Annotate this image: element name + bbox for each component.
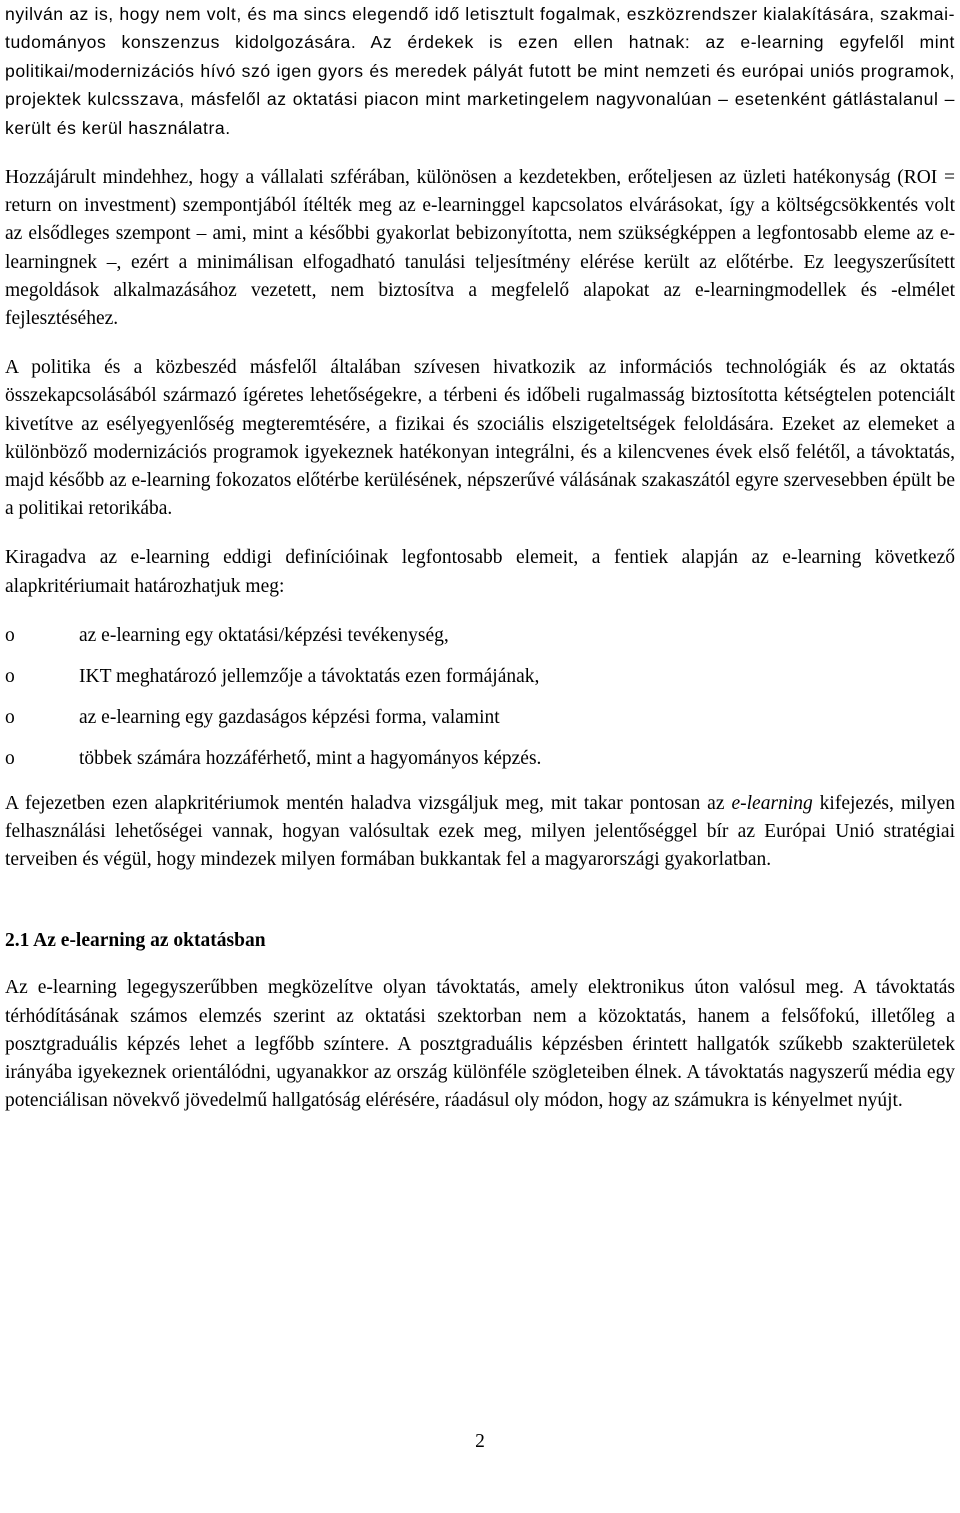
list-item-text: IKT meghatározó jellemzője a távoktatás ezen formájának,: [79, 665, 540, 687]
paragraph-elearning-education: Az e-learning legegyszerűbben megközelítve olyan távoktatás, amely elektronikus úton valósul meg. A távoktatás térhódításának számos elemzés szerint az oktatási szektorban nem a közoktatás, hanem a felsőfokú, illetőleg a posztgraduális képzés lehet a legfőbb színtere. A posztgraduális képzésben érintett hallgatók szűkebb szakterületek irányába igyekeznek orientálódni, ugyanakkor az ország különféle szögleteiben élnek. A távoktatás nagyszerű média egy potenciálisan növekvő jövedelmű hallgatóság elérésére, ráadásul oly módon, hogy az számukra is kényelmet nyújt.: [5, 977, 955, 1112]
section-heading: 2.1 Az e-learning az oktatásban: [5, 930, 266, 952]
paragraph-chapter-overview-end: kifejezés, milyen felhasználási lehetőségei vannak, hogyan valósultak ezek meg, milyen jelentőséggel bír az Európai Unió stratégiai terveiben és végül, hogy mindezek milyen formában bukkantak fel a magyarországi gyakorlatban.: [5, 792, 955, 871]
paragraph-chapter-overview: [5, 790, 955, 875]
bullet-circle-icon: o: [5, 706, 15, 728]
bullet-circle-icon: o: [5, 747, 15, 769]
list-item: [5, 704, 955, 745]
list-item: [5, 622, 955, 663]
paragraph-intro-continuation: nyilván az is, hogy nem volt, és ma sincs elegendő idő letisztult fogalmak, eszközrendszer kialakítására, szakmai-tudományos konszenzus kidolgozására. Az érdekek is ezen ellen hatnak: az e-learning egyfelől mint politikai/modernizációs hívó szó igen gyors és meredek pályát futott be mint nemzeti és európai uniós programok, projektek kulcsszava, másfelől az oktatási piacon mint marketingelem nagyvonalúan – esetenként gátlástalanul – került és kerül használatra.: [5, 4, 955, 138]
list-item-text: az e-learning egy oktatási/képzési tevékenység,: [79, 624, 449, 646]
paragraph-chapter-overview-term: e-learning: [731, 792, 813, 814]
list-item-text: az e-learning egy gazdaságos képzési forma, valamint: [79, 706, 500, 728]
list-item: [5, 663, 955, 704]
paragraph-criteria-intro: Kiragadva az e-learning eddigi definícióinak legfontosabb elemeit, a fentiek alapján az e-learning következő alapkritériumait határozhatjuk meg:: [5, 547, 955, 597]
paragraph-chapter-overview-start: A fejezetben ezen alapkritériumok mentén haladva vizsgáljuk meg, mit takar pontosan az: [5, 792, 732, 814]
paragraph-politics: A politika és a közbeszéd másfelől általában szívesen hivatkozik az információs technológiák és az oktatás összekapcsolásából származó ígéretes lehetőségekre, a térbeni és időbeli rugalmasság biztosította kétségtelen potenciált kivetítve az esélyegyenlőség megteremtésére, a fizikai és szociális elszigeteltségek feloldására. Ezeket az elemeket a különböző modernizációs programok igyekeznek hatékonyan integrálni, és a kilencvenes évek első felétől, a távoktatás, majd később az e-learning fokozatos előtérbe kerülésének, népszerűvé válásának szakaszától egyre szervesebben épült be a politikai retorikába.: [5, 357, 955, 520]
bullet-circle-icon: o: [5, 665, 15, 687]
list-item-text: többek számára hozzáférhető, mint a hagyományos képzés.: [79, 747, 542, 769]
document-page: [5, 0, 955, 1116]
paragraph-roi: Hozzájárult mindehhez, hogy a vállalati szférában, különösen a kezdetekben, erőteljesen az üzleti hatékonyság (ROI = return on investment) szempontjából ítélték meg az e-learninggel kapcsolatos elvárásokat, így a költségcsökkentés volt az elsődleges szempont – ami, mint a későbbi gyakorlat bebizonyította, nem szükségképpen a legfontosabb eleme az e-learningnek –, ezért a minimálisan elfogadható tanulási teljesítmény elérése került az előtérbe. Ez leegyszerűsített megoldások alkalmazásához vezetett, nem biztosítva a megfelelő alapokat az e-learningmodellek és -elmélet fejlesztéséhez.: [5, 167, 955, 330]
criteria-list: [5, 622, 955, 786]
bullet-circle-icon: o: [5, 624, 15, 646]
list-item: [5, 745, 955, 786]
page-number: 2: [475, 1431, 485, 1452]
